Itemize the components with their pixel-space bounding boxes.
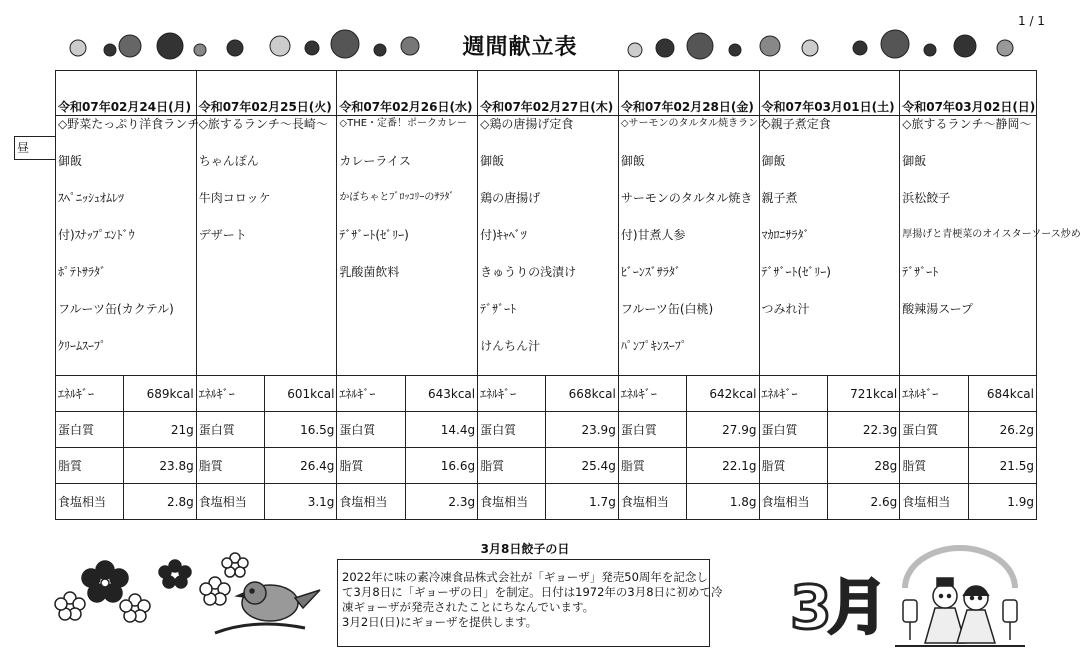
meal-label-lunch: 昼 bbox=[14, 136, 55, 160]
menu-item: 鶏の唐揚げ bbox=[480, 191, 541, 205]
salt-label: 食塩相当 bbox=[337, 484, 405, 520]
fat-value: 26.4g bbox=[265, 448, 337, 484]
energy-label: ｴﾈﾙｷﾞｰ bbox=[900, 376, 968, 412]
menu-item: 酸辣湯スープ bbox=[902, 302, 974, 316]
date-header: 令和07年02月28日(金) bbox=[618, 71, 759, 116]
info-line: 2022年に味の素冷凍食品株式会社が「ギョーザ」発売50周年を記念し bbox=[342, 570, 708, 584]
menu-item: ◇旅するランチ～静岡～ bbox=[902, 117, 1032, 131]
fat-label: 脂質 bbox=[337, 448, 405, 484]
menu-item: 御飯 bbox=[480, 154, 505, 168]
salt-value: 1.7g bbox=[546, 484, 618, 520]
page-number: 1 / 1 bbox=[1018, 14, 1045, 28]
menu-item: きゅうりの浅漬け bbox=[480, 265, 577, 279]
menu-item: けんちん汁 bbox=[480, 339, 541, 353]
menu-item: 牛肉コロッケ bbox=[198, 191, 271, 205]
energy-label: ｴﾈﾙｷﾞｰ bbox=[618, 376, 686, 412]
fat-value: 23.8g bbox=[124, 448, 196, 484]
salt-value: 2.3g bbox=[405, 484, 477, 520]
page-title: 週間献立表 bbox=[462, 35, 578, 60]
menu-item: サーモンのタルタル焼き bbox=[620, 191, 753, 205]
menu-item bbox=[339, 338, 475, 375]
menu-item: カレーライス bbox=[339, 154, 411, 168]
menu-item: ◇鶏の唐揚げ定食 bbox=[480, 117, 574, 131]
date-header: 令和07年02月24日(月) bbox=[56, 71, 197, 116]
protein-label: 蛋白質 bbox=[618, 412, 686, 448]
menu-item: ﾃﾞｻﾞｰﾄ(ｾﾞﾘｰ) bbox=[761, 265, 831, 279]
menu-cell bbox=[900, 116, 1081, 376]
fat-label: 脂質 bbox=[759, 448, 827, 484]
menu-item: 厚揚げと青梗菜のオイスターソース炒め bbox=[902, 229, 1081, 240]
info-line: 3月2日(日)にギョーザを提供します。 bbox=[342, 615, 538, 629]
protein-value: 21g bbox=[124, 412, 196, 448]
salt-label: 食塩相当 bbox=[618, 484, 686, 520]
date-header: 令和07年03月02日(日) bbox=[900, 71, 1037, 116]
menu-item: ﾃﾞｻﾞｰﾄ bbox=[480, 302, 517, 316]
menu-item: ◇野菜たっぷり洋食ランチ bbox=[58, 117, 200, 131]
weekly-menu-table bbox=[55, 70, 1081, 520]
menu-cell bbox=[478, 116, 619, 376]
protein-label: 蛋白質 bbox=[900, 412, 968, 448]
menu-item: ﾏｶﾛﾆｻﾗﾀﾞ bbox=[761, 228, 810, 242]
energy-value: 642kcal bbox=[687, 376, 759, 412]
menu-item: デザート bbox=[198, 228, 247, 242]
plum-flower-decoration-left bbox=[60, 26, 440, 66]
menu-item bbox=[199, 301, 335, 338]
fat-value: 25.4g bbox=[546, 448, 618, 484]
salt-value: 1.8g bbox=[687, 484, 759, 520]
menu-cell bbox=[196, 116, 337, 376]
protein-label: 蛋白質 bbox=[56, 412, 124, 448]
fat-label: 脂質 bbox=[56, 448, 124, 484]
fat-value: 22.1g bbox=[687, 448, 759, 484]
menu-item: 浜松餃子 bbox=[902, 191, 951, 205]
protein-label: 蛋白質 bbox=[196, 412, 264, 448]
menu-item: ◇サーモンのタルタル焼きランチ bbox=[620, 118, 769, 129]
info-box bbox=[337, 559, 723, 647]
menu-item bbox=[902, 338, 1034, 375]
fat-label: 脂質 bbox=[478, 448, 546, 484]
plum-and-bird-illustration bbox=[55, 548, 325, 648]
menu-item: ﾎﾟﾃﾄｻﾗﾀﾞ bbox=[58, 265, 107, 279]
menu-item: 御飯 bbox=[902, 154, 927, 168]
protein-value: 27.9g bbox=[687, 412, 759, 448]
energy-value: 668kcal bbox=[546, 376, 618, 412]
date-header: 令和07年02月26日(水) bbox=[337, 71, 478, 116]
salt-label: 食塩相当 bbox=[196, 484, 264, 520]
menu-item: ﾊﾟﾝﾌﾟｷﾝｽｰﾌﾟ bbox=[620, 339, 687, 353]
menu-item: 親子煮 bbox=[761, 191, 798, 205]
menu-cell bbox=[337, 116, 478, 376]
menu-item: かぼちゃとﾌﾞﾛｯｺﾘｰのｻﾗﾀﾞ bbox=[339, 192, 455, 203]
energy-value: 601kcal bbox=[265, 376, 337, 412]
salt-label: 食塩相当 bbox=[759, 484, 827, 520]
protein-value: 23.9g bbox=[546, 412, 618, 448]
energy-label: ｴﾈﾙｷﾞｰ bbox=[478, 376, 546, 412]
menu-item: 御飯 bbox=[620, 154, 645, 168]
menu-item bbox=[762, 338, 898, 375]
month-graphic-text: 3月 bbox=[790, 573, 884, 643]
menu-item: フルーツ缶(白桃) bbox=[620, 302, 714, 316]
fat-value: 21.5g bbox=[968, 448, 1036, 484]
fat-value: 16.6g bbox=[405, 448, 477, 484]
menu-item: ﾋﾞｰﾝｽﾞｻﾗﾀﾞ bbox=[620, 265, 681, 279]
protein-value: 16.5g bbox=[265, 412, 337, 448]
menu-item: つみれ汁 bbox=[761, 302, 810, 316]
info-line: て3月8日に「ギョーザの日」を制定。日付は1972年の3月8日に初めて冷 bbox=[342, 585, 723, 599]
protein-value: 26.2g bbox=[968, 412, 1036, 448]
menu-item: 御飯 bbox=[58, 154, 83, 168]
salt-value: 2.8g bbox=[124, 484, 196, 520]
fat-value: 28g bbox=[827, 448, 899, 484]
menu-item: ◇旅するランチ～長崎～ bbox=[198, 117, 328, 131]
info-title: 3月8日餃子の日 bbox=[480, 542, 570, 556]
menu-item bbox=[199, 338, 335, 375]
protein-value: 22.3g bbox=[827, 412, 899, 448]
menu-item: 付)甘煮人参 bbox=[620, 228, 686, 242]
menu-item: ｽﾍﾟﾆｯｼｭｵﾑﾚﾂ bbox=[58, 191, 125, 205]
fat-label: 脂質 bbox=[900, 448, 968, 484]
salt-label: 食塩相当 bbox=[478, 484, 546, 520]
menu-cell bbox=[618, 116, 769, 376]
salt-value: 3.1g bbox=[265, 484, 337, 520]
menu-item bbox=[339, 301, 475, 338]
protein-label: 蛋白質 bbox=[478, 412, 546, 448]
energy-label: ｴﾈﾙｷﾞｰ bbox=[337, 376, 405, 412]
date-header: 令和07年03月01日(土) bbox=[759, 71, 900, 116]
salt-value: 1.9g bbox=[968, 484, 1036, 520]
menu-item: 付)ｽﾅｯﾌﾟｴﾝﾄﾞｳ bbox=[58, 228, 135, 242]
energy-value: 684kcal bbox=[968, 376, 1036, 412]
menu-item: ｸﾘｰﾑｽｰﾌﾟ bbox=[58, 339, 107, 353]
menu-cell bbox=[759, 116, 900, 376]
date-header: 令和07年02月27日(木) bbox=[478, 71, 619, 116]
energy-label: ｴﾈﾙｷﾞｰ bbox=[759, 376, 827, 412]
salt-value: 2.6g bbox=[827, 484, 899, 520]
salt-label: 食塩相当 bbox=[56, 484, 124, 520]
energy-value: 721kcal bbox=[827, 376, 899, 412]
energy-value: 643kcal bbox=[405, 376, 477, 412]
fat-label: 脂質 bbox=[618, 448, 686, 484]
info-line: 凍ギョーザが発売されたことにちなんでいます。 bbox=[342, 600, 595, 614]
menu-item: ◇THE・定番！ポークカレー bbox=[339, 118, 468, 129]
plum-flower-decoration-right bbox=[620, 26, 1040, 66]
menu-item: ちゃんぽん bbox=[198, 154, 259, 168]
energy-label: ｴﾈﾙｷﾞｰ bbox=[196, 376, 264, 412]
menu-item: 乳酸菌飲料 bbox=[339, 265, 400, 279]
menu-item: 御飯 bbox=[761, 154, 786, 168]
menu-cell bbox=[56, 116, 200, 376]
protein-label: 蛋白質 bbox=[759, 412, 827, 448]
energy-label: ｴﾈﾙｷﾞｰ bbox=[56, 376, 124, 412]
menu-item bbox=[199, 264, 335, 301]
salt-label: 食塩相当 bbox=[900, 484, 968, 520]
menu-item: ﾃﾞｻﾞｰﾄ bbox=[902, 265, 939, 279]
protein-value: 14.4g bbox=[405, 412, 477, 448]
fat-label: 脂質 bbox=[196, 448, 264, 484]
protein-label: 蛋白質 bbox=[337, 412, 405, 448]
menu-item: ◇親子煮定食 bbox=[761, 117, 831, 131]
energy-value: 689kcal bbox=[124, 376, 196, 412]
menu-item: フルーツ缶(カクテル) bbox=[58, 302, 174, 316]
date-header: 令和07年02月25日(火) bbox=[196, 71, 337, 116]
hina-dolls-illustration bbox=[885, 548, 1035, 653]
menu-item: ﾃﾞｻﾞｰﾄ(ｾﾞﾘｰ) bbox=[339, 228, 409, 242]
menu-item: 付)ｷｬﾍﾞﾂ bbox=[480, 228, 527, 242]
